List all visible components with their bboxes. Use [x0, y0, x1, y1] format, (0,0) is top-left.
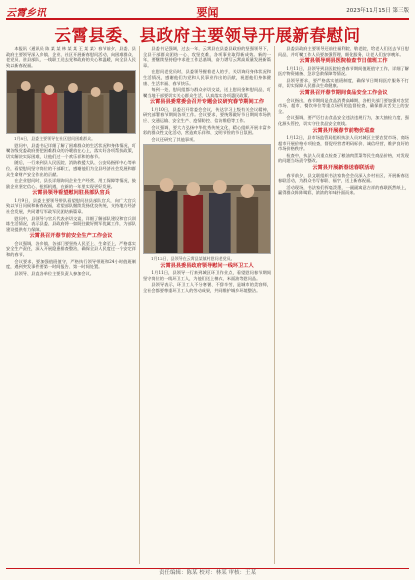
article-paragraph: 春节前夕，县文联组织书法家协会会员深入乡村社区，开展新春送春联活动，为群众书写春联、福字，送上新春祝福。	[278, 172, 409, 184]
paper-name: 云霄乡讯	[6, 8, 46, 19]
article-paragraph: 检查中，执法人员重点检查了粮油肉蛋菜等民生商品价格，对发现的问题当场责令整改。	[278, 152, 409, 164]
article-paragraph: 会议强调，要严厉打击食品安全违法违规行为，加大抽检力度，强化源头管控，切实守住食品安全底线。	[278, 115, 409, 126]
article-paragraph: 活动现场，书法家们挥毫泼墨，一副副寓意吉祥的春联跃然纸上，赢得群众阵阵喝彩，浓浓的年味扑面而来。	[278, 184, 409, 196]
article-intro: 本报讯（通讯员 陈 某 某 林 某 某 王 某 某）春节前夕，县委、县政府主要领导深入乡镇、企业、社区开展新春慰问活动，向困难群众、老党员、驻县部队、一线职工送去党和政府的关心和温暖，向全县人民致以新春祝福。	[6, 46, 136, 68]
section-title: 要闻	[196, 6, 219, 19]
article-paragraph: 县领导、县直各单位主要负责人参加会议。	[14, 270, 94, 276]
article-paragraph: 1月12日，县市场监管局组织执法人员对城区主要农贸市场、商场超市开展价格专项检查，督促经营者明码标价、诚信经营，维护良好的市场价格秩序。	[278, 135, 409, 152]
article-paragraph: 会议强调，各乡镇、各部门要坚持人民至上、生命至上，严格落实安全生产责任，深入开展隐患排查整治，确保全县人民度过一个安定祥和的春节。	[6, 240, 136, 258]
article-paragraph: 会议强调，要大力弘扬中华优秀传统文化，精心组织开展丰富多彩的群众性文化活动，营造欢乐祥和、文明节俭的节日氛围。	[143, 124, 271, 136]
photo-2	[143, 144, 271, 254]
column-2	[143, 46, 271, 564]
article-paragraph: 在慰问老党员时，县委领导握着老人的手，关切询问身体状况和生活情况，感谢他们为党和人民事业作出的贡献，祝愿他们身体健康、生活幸福、春节快乐。	[143, 69, 271, 86]
column-3	[278, 46, 409, 564]
masthead	[6, 4, 409, 20]
photo-1-image	[7, 71, 135, 133]
main-headline: 云霄县委、县政府主要领导开展新春慰问	[54, 26, 361, 45]
photo-2-caption: 1月12日，县领导在云霄县某镇村慰问老党员。	[151, 256, 235, 262]
photo-1	[6, 70, 136, 134]
article-paragraph: 县委书记强调，过去一年，云霄县在县委县政府的坚强领导下，全县干部群众团结一心、攻坚克难，各项事业取得新成效。新的一年，要继续坚持稳中求进工作总基调，奋力谱写云霄高质量发展新篇章。	[143, 46, 271, 68]
page-footer: 责任编辑：陈某 校对：林某 审核：王某	[6, 568, 409, 578]
date-issue: 2023年11月15日 第三版	[346, 8, 409, 14]
article-paragraph: 县领导表示，环卫工人不分寒暑、不辞辛劳，是城市的美容师，全社会都要尊重环卫工人的劳动成果，共同维护城乡环境整洁。	[143, 282, 271, 293]
article-paragraph: 每到一处，慰问组都与群众亲切交谈，送上慰问金和慰问品，叮嘱当地干部要切实关心群众生活，认真落实各项惠民政策。	[143, 87, 271, 98]
article-paragraph: 县领导要求，要严格落实值班制度，确保节日期间医疗服务不打烊，切实保障人民群众生命健康。	[278, 77, 409, 89]
article-paragraph: 1月9日，县委主要领导带队看望慰问驻县部队官兵，向广大官兵致以节日问候和新春祝福，希望部队继续发扬优良传统，支持地方经济社会发展，共同谱写军政军民团结新篇章。	[6, 197, 136, 215]
article-paragraph: 县委县政府主要领导还前往福利院、敬老院，给老人们送去节日慰问品，并叮嘱工作人员要加强管理，细化服务，让老人们安享晚年。	[278, 46, 409, 57]
subheadline: 云霄县召开春节期间食品安全工作会议	[299, 90, 388, 97]
article-paragraph: 在企业慰问时，县长详细询问企业生产经营、用工保障等情况，鼓励企业坚定信心、抢抓机遇，在新的一年里实现更好发展。	[6, 178, 136, 189]
photo-1-caption: 1月8日，县委主要领导在社区慰问困难群众。	[14, 136, 96, 142]
subheadline: 云霄县开展新春送春联活动	[312, 165, 375, 171]
subheadline: 云霄县开展春节前物价巡查	[312, 127, 375, 134]
column-1	[6, 46, 136, 564]
article-paragraph: 随后，一行来到县人民医院、消防救援大队、公安局指挥中心等单位，看望慰问坚守岗位的干部职工，感谢他们为全县经济社会发展和群众生命财产安全作出的贡献。	[6, 160, 136, 177]
subheadline: 云霄县县委常委会召开专题会议研究春节期间工作	[149, 99, 265, 106]
article-paragraph: 慰问中，县领导与官兵代表亲切交谈，详细了解部队建设和官兵训练生活情况，表示县委、县政府将一如既往做好拥军优属工作，为部队建设提供有力保障。	[6, 215, 136, 232]
subheadline: 云霄县召开春节前安全生产工作会议	[29, 233, 113, 240]
photo-2-image	[144, 145, 270, 253]
article-paragraph: 会议要求，要加强值班值守，严格执行领导带班和24小时值班制度，遇到突发事件要第一时间报告、第一时间处置。	[6, 258, 136, 270]
article-paragraph: 1月11日，县领导到县医院检查春节期间值班值守工作，详细了解医疗物资储备、急诊急救保障等情况。	[278, 65, 409, 77]
article-paragraph: 1月11日，县领导一行来到城区环卫作业点，看望慰问春节期间坚守岗位的一线环卫工人，为他们送上棉衣、米面油等慰问品。	[143, 270, 271, 281]
column-divider	[139, 46, 140, 564]
subheadline: 云霄县领导看望慰问驻县部队官兵	[32, 190, 110, 197]
article-paragraph: 1月10日，县委召开常委会会议，传达学习上级有关会议精神，研究部署春节期间各项工作。会议要求，要统筹做好节日期间市场供应、交通运输、安全生产、疫情防控、信访维稳等工作。	[143, 106, 271, 124]
subheadline: 云霄县县委县政府领导慰问一线环卫工人	[160, 262, 254, 269]
article-paragraph: 会议指出，春节期间是食品消费高峰期，各相关部门要加强对农贸市场、超市、餐饮单位等重点场所的监督检查，确保群众舌尖上的安全。	[278, 97, 409, 114]
column-divider	[274, 46, 275, 564]
article-paragraph: 会议还研究了其他事项。	[151, 136, 198, 142]
subheadline: 云霄县领导到县医院检查节日值班工作	[299, 58, 388, 65]
article-paragraph: 慰问中，县委书记详细了解了困难群众的生活状况和身体情况，叮嘱各级党委政府要把困难群众的冷暖放在心上，落实好各项帮扶政策，切实解决实际困难，让他们过一个欢乐祥和的春节。	[6, 142, 136, 159]
